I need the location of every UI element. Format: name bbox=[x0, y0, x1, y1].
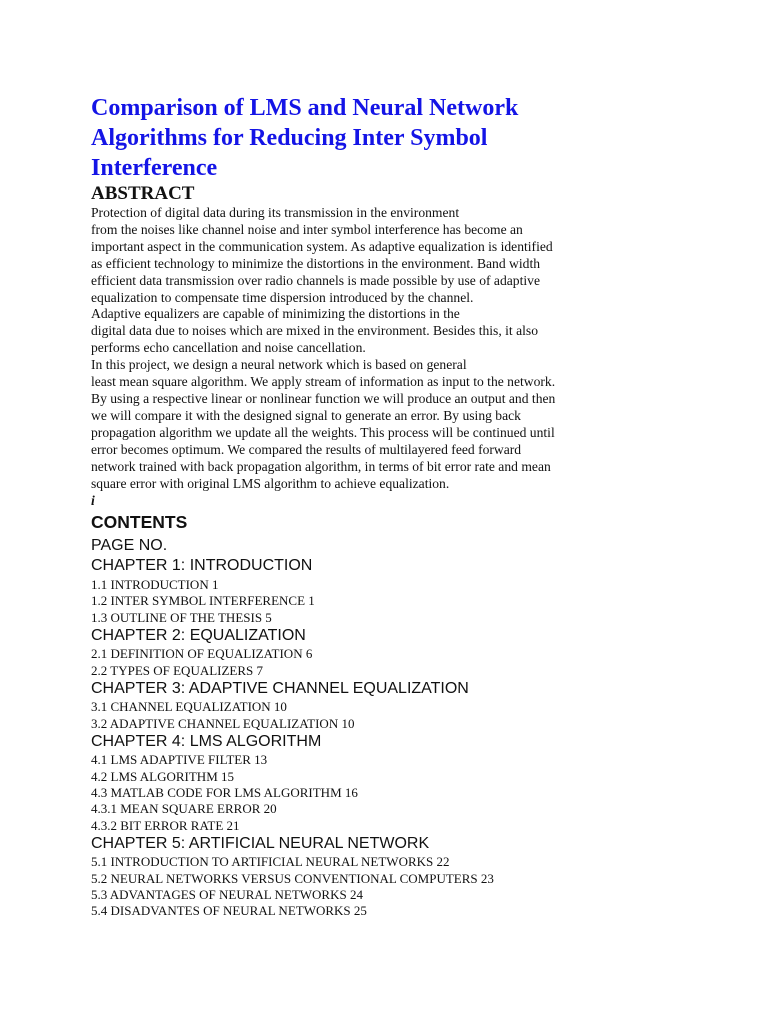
abstract-line: performs echo cancellation and noise cancellation. bbox=[91, 340, 366, 356]
toc-item: 1.2 INTER SYMBOL INTERFERENCE 1 bbox=[91, 593, 315, 609]
abstract-line: least mean square algorithm. We apply stream of information as input to the network. bbox=[91, 374, 556, 390]
abstract-line: efficient data transmission over radio channels is made possible by use of adaptive bbox=[91, 272, 540, 288]
abstract-line: By using a respective linear or nonlinear function we will produce an output and then bbox=[91, 390, 556, 406]
toc-item: 4.3 MATLAB CODE FOR LMS ALGORITHM 16 bbox=[91, 785, 358, 801]
chapter-title: CHAPTER 3: ADAPTIVE CHANNEL EQUALIZATION bbox=[91, 679, 469, 697]
title-line: Algorithms for Reducing Inter Symbol bbox=[91, 125, 488, 151]
toc-chapter-2 bbox=[91, 626, 691, 679]
toc-item: 4.2 LMS ALGORITHM 15 bbox=[91, 768, 235, 784]
table-of-contents bbox=[91, 556, 691, 919]
toc-chapter-1 bbox=[91, 556, 691, 625]
contents-heading: CONTENTS bbox=[91, 512, 188, 533]
page-no-heading: PAGE NO. bbox=[91, 537, 168, 555]
toc-chapter-4 bbox=[91, 732, 691, 834]
chapter-title: CHAPTER 4: LMS ALGORITHM bbox=[91, 732, 322, 750]
title-line: Interference bbox=[91, 155, 218, 181]
chapter-title: CHAPTER 1: INTRODUCTION bbox=[91, 557, 313, 575]
toc-item: 5.1 INTRODUCTION TO ARTIFICIAL NEURAL NETWORKS 22 bbox=[91, 854, 450, 870]
toc-item: 5.2 NEURAL NETWORKS VERSUS CONVENTIONAL COMPUTERS 23 bbox=[91, 870, 494, 886]
abstract-line: In this project, we design a neural network which is based on general bbox=[91, 357, 467, 373]
toc-item: 5.3 ADVANTAGES OF NEURAL NETWORKS 24 bbox=[91, 887, 363, 903]
abstract-line: important aspect in the communication system. As adaptive equalization is identified bbox=[91, 238, 553, 254]
abstract-line: digital data due to noises which are mixed in the environment. Besides this, it also bbox=[91, 323, 538, 339]
abstract-line: propagation algorithm we update all the weights. This process will be continued until bbox=[91, 424, 555, 440]
abstract-line: as efficient technology to minimize the distortions in the environment. Band width bbox=[91, 255, 541, 271]
title-line: Comparison of LMS and Neural Network bbox=[91, 95, 519, 121]
toc-item: 5.4 DISADVANTES OF NEURAL NETWORKS 25 bbox=[91, 903, 367, 919]
abstract-line: from the noises like channel noise and inter symbol interference has become an bbox=[91, 221, 523, 237]
toc-item: 4.1 LMS ADAPTIVE FILTER 13 bbox=[91, 752, 268, 768]
document-title bbox=[91, 93, 691, 183]
toc-item: 2.1 DEFINITION OF EQUALIZATION 6 bbox=[91, 646, 313, 662]
abstract-line: network trained with back propagation algorithm, in terms of bit error rate and mean bbox=[91, 458, 551, 474]
abstract-line: equalization to compensate time dispersion introduced by the channel. bbox=[91, 289, 474, 305]
abstract-line: square error with original LMS algorithm to achieve equalization. bbox=[91, 475, 450, 491]
toc-item: 4.3.2 BIT ERROR RATE 21 bbox=[91, 817, 240, 833]
abstract-line: error becomes optimum. We compared the results of multilayered feed forward bbox=[91, 441, 522, 457]
abstract-heading: ABSTRACT bbox=[91, 183, 195, 204]
toc-chapter-3 bbox=[91, 679, 691, 732]
abstract-body bbox=[91, 205, 691, 492]
toc-item: 2.2 TYPES OF EQUALIZERS 7 bbox=[91, 662, 264, 678]
chapter-title: CHAPTER 2: EQUALIZATION bbox=[91, 626, 306, 644]
abstract-line: we will compare it with the designed signal to generate an error. By using back bbox=[91, 407, 521, 423]
toc-item: 1.3 OUTLINE OF THE THESIS 5 bbox=[91, 609, 272, 625]
toc-item: 3.2 ADAPTIVE CHANNEL EQUALIZATION 10 bbox=[91, 715, 355, 731]
chapter-title: CHAPTER 5: ARTIFICIAL NEURAL NETWORK bbox=[91, 834, 430, 852]
toc-chapter-5 bbox=[91, 834, 691, 920]
toc-item: 4.3.1 MEAN SQUARE ERROR 20 bbox=[91, 801, 277, 817]
abstract-line: Adaptive equalizers are capable of minimizing the distortions in the bbox=[91, 306, 460, 322]
toc-item: 1.1 INTRODUCTION 1 bbox=[91, 576, 219, 592]
abstract-line: Protection of digital data during its transmission in the environment bbox=[91, 205, 460, 220]
document-page bbox=[91, 93, 691, 920]
toc-item: 3.1 CHANNEL EQUALIZATION 10 bbox=[91, 699, 287, 715]
page-number-marker: i bbox=[91, 493, 95, 509]
